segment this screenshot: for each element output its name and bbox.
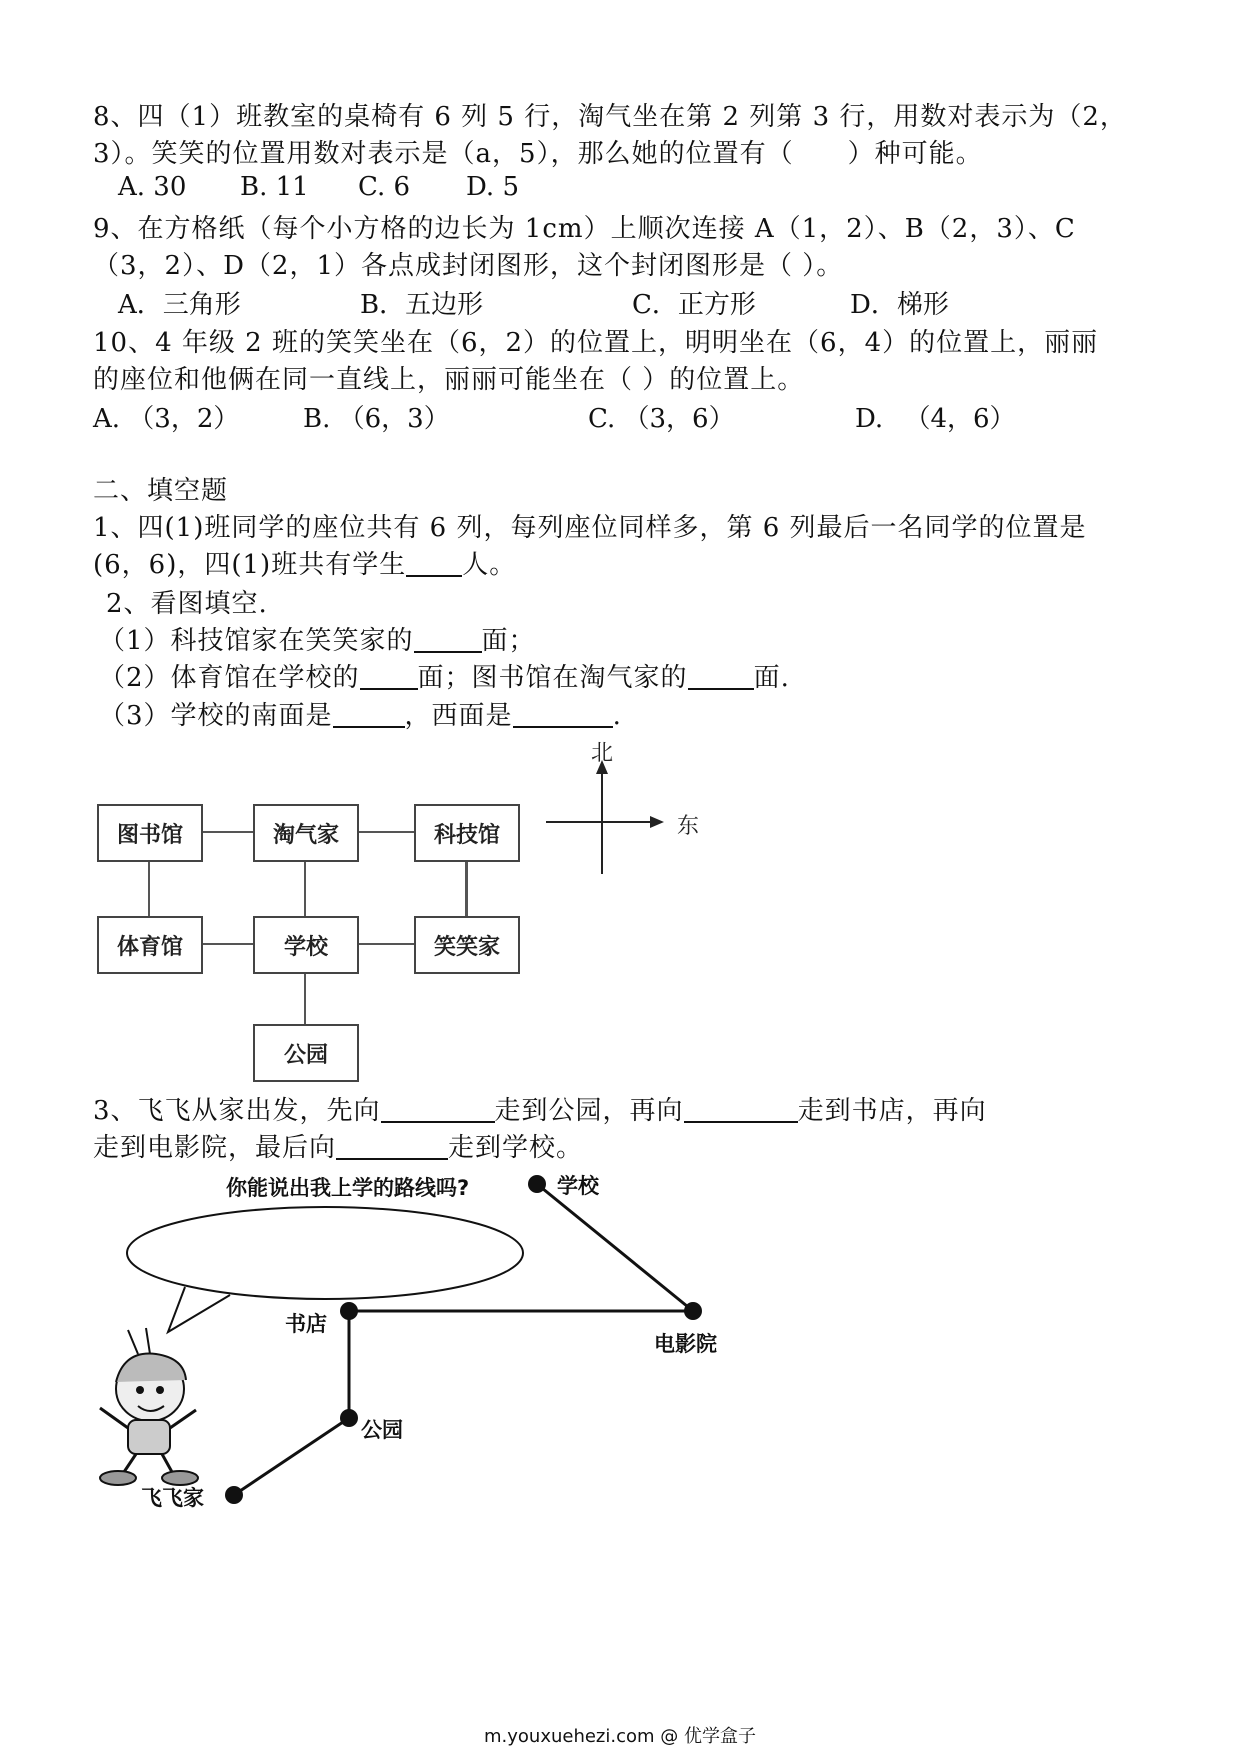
fill-q3-text-a: 3、飞飞从家出发，先向 bbox=[93, 1096, 381, 1126]
fill-q1-text-b: 人。 bbox=[462, 550, 517, 580]
fill-q2-2-text-a: （2）体育馆在学校的 bbox=[99, 663, 360, 693]
q10-line1: 10、4 年级 2 班的笑笑坐在（6，2）的位置上，明明坐在（6，4）的位置上，丽丽 bbox=[93, 328, 1099, 358]
fill-q2-3-text-a: （3）学校的南面是 bbox=[99, 701, 333, 731]
q8-line2: 3）。笑笑的位置用数对表示是（a，5），那么她的位置有（ ）种可能。 bbox=[93, 139, 983, 169]
section2-title: 二、填空题 bbox=[93, 476, 229, 506]
fill-q2-3-text-c: . bbox=[612, 701, 622, 731]
map-box-science-museum: 科技馆 bbox=[414, 804, 520, 862]
page-footer: m.youxuehezi.com @ 优学盒子 bbox=[483, 1726, 756, 1747]
fill-q3-blank-2[interactable] bbox=[684, 1097, 798, 1123]
fill-q3-blank-1[interactable] bbox=[381, 1097, 495, 1123]
fill-q3-text-d: 走到电影院，最后向 bbox=[93, 1133, 337, 1163]
q8-option-b: B. 11 bbox=[240, 172, 309, 202]
fill-q2-1-text-b: 面； bbox=[481, 626, 536, 656]
fill-q2-3 bbox=[99, 695, 622, 732]
map-connector bbox=[199, 831, 253, 833]
fill-q2-2-text-c: 面. bbox=[753, 663, 790, 693]
q9-option-c: C．正方形 bbox=[632, 290, 756, 320]
q9-line2: （3，2）、D（2，1）各点成封闭图形，这个封闭图形是（ ）。 bbox=[93, 251, 844, 281]
school-point bbox=[528, 1175, 546, 1193]
bookstore-point bbox=[340, 1302, 358, 1320]
fill-q1-line2 bbox=[93, 544, 516, 581]
fill-q3-line2 bbox=[93, 1127, 583, 1164]
home-point bbox=[225, 1486, 243, 1504]
map-box-gym: 体育馆 bbox=[97, 916, 203, 974]
map-connector bbox=[357, 943, 416, 945]
fill-q2-2-text-b: 面；图书馆在淘气家的 bbox=[417, 663, 688, 693]
route-label-cinema: 电影院 bbox=[654, 1332, 717, 1356]
map-box-park: 公园 bbox=[253, 1024, 359, 1082]
fill-q2-3-blank-2[interactable] bbox=[513, 702, 613, 728]
fill-q3-text-b: 走到公园，再向 bbox=[494, 1096, 684, 1126]
route-label-school: 学校 bbox=[557, 1174, 599, 1198]
cinema-point bbox=[684, 1302, 702, 1320]
q9-option-b: B．五边形 bbox=[360, 290, 484, 320]
map-connector bbox=[148, 858, 150, 916]
q10-line2: 的座位和他俩在同一直线上，丽丽可能坐在（ ）的位置上。 bbox=[93, 365, 805, 395]
fill-q2-2-blank-2[interactable] bbox=[688, 664, 754, 690]
fill-q2-3-text-b: ，西面是 bbox=[404, 701, 513, 731]
fill-q2-2 bbox=[99, 657, 790, 694]
compass-arrows bbox=[540, 760, 670, 880]
fill-q3-blank-3[interactable] bbox=[336, 1134, 448, 1160]
map-connector bbox=[199, 943, 253, 945]
map-connector bbox=[465, 858, 468, 916]
fill-q2-1 bbox=[99, 620, 536, 657]
q8-option-d: D. 5 bbox=[466, 172, 519, 202]
fill-q1-text-a: (6，6)，四(1)班共有学生 bbox=[93, 550, 407, 580]
fill-q2-1-text-a: （1）科技馆家在笑笑家的 bbox=[99, 626, 414, 656]
map-box-school: 学校 bbox=[253, 916, 359, 974]
map-connector bbox=[304, 970, 306, 1024]
fill-q1-line1: 1、四(1)班同学的座位共有 6 列，每列座位同样多，第 6 列最后一名同学的位置是 bbox=[93, 513, 1087, 543]
route-label-bookstore: 书店 bbox=[285, 1312, 327, 1336]
q10-option-d: D. （4，6） bbox=[855, 404, 1016, 434]
q9-option-a: A．三角形 bbox=[118, 290, 241, 320]
map-connector bbox=[304, 858, 306, 916]
q10-option-a: A. （3，2） bbox=[93, 404, 240, 434]
map-box-taoqi-home: 淘气家 bbox=[253, 804, 359, 862]
boy-cartoon bbox=[100, 1328, 198, 1485]
map-connector bbox=[357, 831, 416, 833]
route-label-home: 飞飞家 bbox=[141, 1486, 204, 1510]
park-point bbox=[340, 1409, 358, 1427]
q10-option-b: B. （6，3） bbox=[303, 404, 450, 434]
fill-q3-text-c: 走到书店，再向 bbox=[797, 1096, 987, 1126]
fill-q2-title: 2、看图填空. bbox=[106, 589, 268, 619]
q10-option-c: C. （3，6） bbox=[588, 404, 735, 434]
fill-q3-line1 bbox=[93, 1090, 987, 1127]
compass-north-label: 北 bbox=[591, 741, 614, 766]
speech-text: 你能说出我上学的路线吗? bbox=[226, 1176, 470, 1200]
compass-east-label: 东 bbox=[677, 814, 700, 839]
fill-q2-1-blank[interactable] bbox=[414, 627, 482, 653]
q8-option-c: C. 6 bbox=[358, 172, 411, 202]
q9-line1: 9、在方格纸（每个小方格的边长为 1cm）上顺次连接 A（1，2）、B（2，3）、C bbox=[93, 214, 1076, 244]
route-label-park: 公园 bbox=[361, 1418, 403, 1442]
q8-option-a: A. 30 bbox=[118, 172, 187, 202]
q8-line1: 8、四（1）班教室的桌椅有 6 列 5 行，淘气坐在第 2 列第 3 行，用数对表示为（2， bbox=[93, 102, 1127, 132]
q9-option-d: D．梯形 bbox=[850, 290, 949, 320]
map-box-library: 图书馆 bbox=[97, 804, 203, 862]
fill-q2-2-blank-1[interactable] bbox=[360, 664, 418, 690]
fill-q1-blank[interactable] bbox=[406, 551, 462, 577]
map-box-xiaoxiao-home: 笑笑家 bbox=[414, 916, 520, 974]
fill-q3-text-e: 走到学校。 bbox=[448, 1133, 584, 1163]
fill-q2-3-blank-1[interactable] bbox=[333, 702, 405, 728]
